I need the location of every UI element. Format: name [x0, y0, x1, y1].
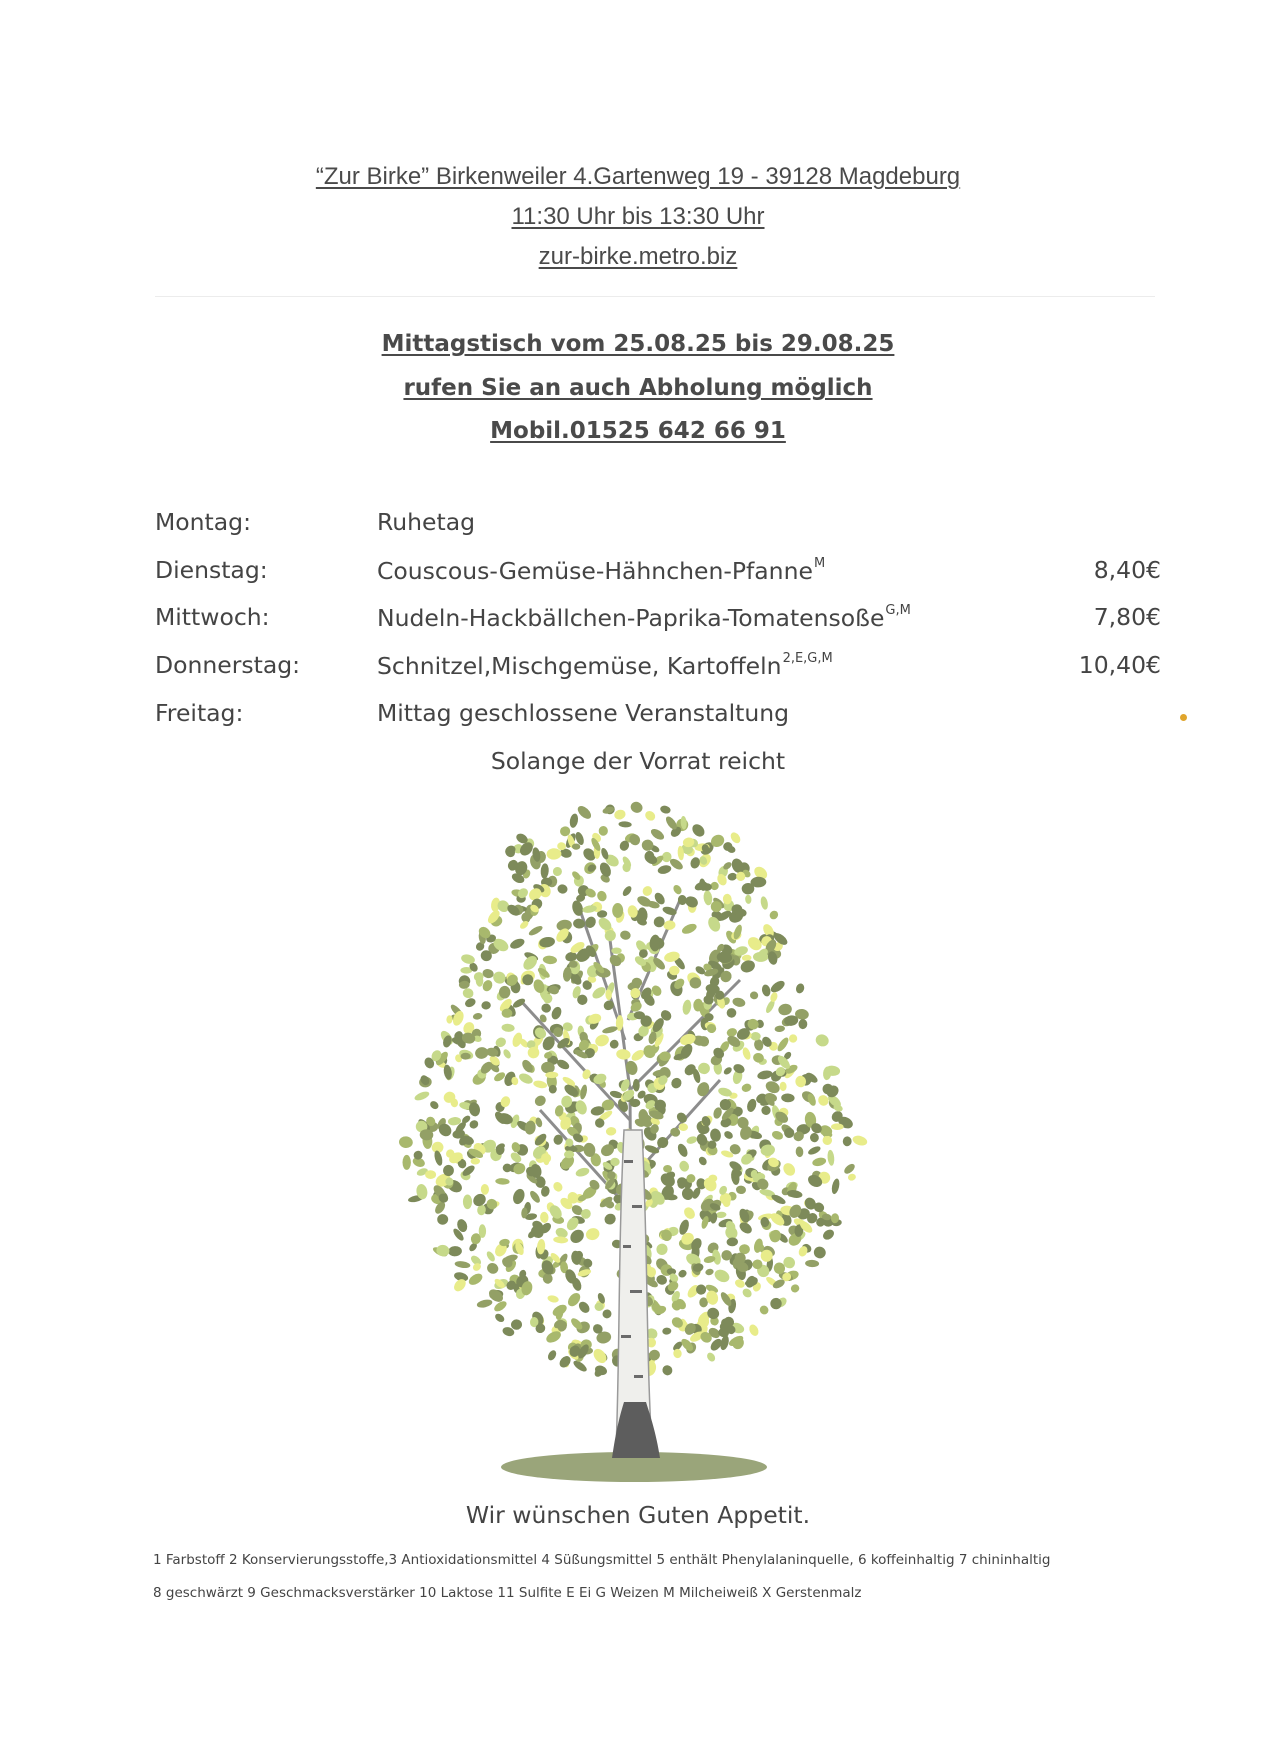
leaf — [795, 1146, 804, 1157]
leaf — [641, 884, 654, 897]
leaf — [618, 821, 631, 828]
leaf — [694, 1282, 708, 1296]
dish-text: Couscous-Gemüse-Hähnchen-Pfanne — [377, 557, 813, 585]
leaf — [511, 1187, 526, 1205]
leaf — [683, 894, 699, 909]
leaf — [756, 1069, 773, 1080]
leaf — [509, 937, 526, 951]
leaf — [468, 1119, 480, 1131]
leaf — [722, 1066, 733, 1076]
leaf — [605, 1126, 616, 1136]
leaf — [678, 1159, 691, 1173]
leaf — [811, 1156, 826, 1167]
leaf — [761, 984, 772, 998]
leaf — [795, 982, 806, 994]
leaf — [771, 1129, 785, 1141]
leaf — [474, 1046, 489, 1059]
leaf — [501, 1023, 515, 1032]
leaf — [680, 922, 698, 936]
leaf — [550, 1005, 563, 1020]
leaf — [689, 856, 701, 870]
leaf — [542, 955, 557, 965]
leaf — [690, 822, 707, 839]
leaf — [723, 1130, 735, 1141]
leaf — [485, 1250, 497, 1263]
dish-text: Nudeln-Hackbällchen-Paprika-Tomatensoße — [377, 604, 885, 632]
leaf — [481, 1001, 491, 1010]
leaf — [613, 808, 627, 821]
leaf — [495, 1178, 510, 1185]
leaf — [695, 1080, 711, 1098]
leaf — [746, 1098, 758, 1113]
leaf — [601, 1308, 613, 1320]
menu-row-wednesday — [0, 603, 1276, 639]
pickup-note: rufen Sie an auch Abholung möglich — [403, 375, 873, 401]
leaf — [809, 1132, 820, 1143]
leaf — [659, 804, 671, 814]
scan-speck — [1180, 714, 1187, 721]
leaf — [745, 894, 752, 904]
divider — [155, 296, 1155, 297]
opening-hours: 11:30 Uhr bis 13:30 Uhr — [511, 203, 765, 230]
leaf — [476, 1298, 493, 1309]
leaf — [798, 1019, 808, 1030]
dish-name: Mittag geschlossene Veranstaltung — [377, 699, 790, 727]
leaf — [831, 1123, 844, 1130]
day-label: Freitag: — [155, 699, 244, 727]
day-label: Montag: — [155, 508, 251, 536]
leaf — [676, 1142, 690, 1158]
leaf — [712, 1267, 731, 1285]
leaf — [619, 930, 631, 941]
leaf — [491, 969, 508, 986]
leaf — [464, 997, 477, 1009]
leaf — [851, 1134, 868, 1147]
leaf — [736, 1185, 747, 1194]
leaf — [787, 1033, 798, 1045]
leaf — [546, 1349, 558, 1362]
leaf — [481, 1184, 490, 1195]
phone-number[interactable]: Mobil.01525 642 66 91 — [490, 418, 786, 444]
leaf — [599, 826, 608, 836]
leaf — [603, 1212, 618, 1227]
leaf — [629, 800, 644, 815]
leaf — [764, 1079, 782, 1096]
menu-title: Mittagstisch vom 25.08.25 bis 29.08.25 — [381, 331, 895, 357]
leaf — [562, 1021, 574, 1032]
leaf — [821, 1227, 836, 1241]
leaf — [547, 1294, 560, 1303]
leaf — [611, 948, 621, 954]
leaf — [577, 1300, 592, 1315]
leaf — [768, 1229, 782, 1244]
leaf — [621, 885, 633, 898]
leaf — [758, 1304, 770, 1316]
leaf — [703, 890, 713, 906]
menu-row-tuesday — [0, 556, 1276, 592]
leaf — [669, 1076, 683, 1090]
leaf — [847, 1173, 857, 1182]
leaf — [698, 1062, 710, 1074]
birch-tree-illustration — [380, 790, 880, 1490]
leaf — [842, 1162, 856, 1176]
leaf — [729, 831, 743, 845]
leaf — [463, 1195, 472, 1210]
allergen-legend-line-1: 1 Farbstoff 2 Konservierungsstoffe,3 Antioxidationsmittel 4 Süßungsmittel 5 enthält Phenylalaninquelle, 6 koffeinhaltig 7 chininhaltig — [153, 1552, 1051, 1568]
leaf — [574, 1099, 589, 1116]
leaf — [831, 1178, 841, 1195]
menu-row-thursday — [0, 651, 1276, 687]
leaf — [761, 1105, 771, 1115]
leaf — [741, 1046, 752, 1060]
day-label: Dienstag: — [155, 556, 268, 584]
dish-price: 7,80€ — [1093, 603, 1161, 631]
closing-greeting: Wir wünschen Guten Appetit. — [465, 1501, 811, 1529]
allergen-codes: G,M — [885, 603, 911, 618]
leaf — [660, 1363, 674, 1377]
leaf — [467, 1271, 485, 1287]
leaf — [662, 1327, 672, 1335]
leaf — [777, 1002, 793, 1016]
leaf — [768, 909, 780, 921]
leaf — [739, 958, 757, 974]
leaf — [533, 1093, 548, 1108]
day-label: Mittwoch: — [155, 603, 270, 631]
leaf — [741, 1287, 754, 1300]
leaf — [556, 883, 568, 895]
leaf — [602, 1025, 619, 1035]
leaf — [769, 979, 787, 995]
leaf — [482, 968, 495, 979]
leaf — [552, 866, 564, 878]
leaf — [494, 1312, 506, 1324]
leaf — [540, 1003, 551, 1014]
leaf — [781, 1093, 795, 1102]
leaf — [705, 1268, 715, 1276]
dish-name: Ruhetag — [377, 508, 476, 536]
dish-name — [377, 651, 833, 680]
leaf — [511, 1319, 523, 1330]
leaf — [413, 1090, 430, 1102]
dish-text: Schnitzel,Mischgemüse, Kartoffeln — [377, 652, 782, 680]
leaf — [732, 1062, 746, 1075]
dish-name — [377, 556, 825, 585]
leaf — [677, 1268, 688, 1278]
leaf — [462, 987, 475, 999]
day-label: Donnerstag: — [155, 651, 301, 679]
leaf — [769, 991, 779, 1003]
leaf — [569, 813, 580, 829]
allergen-codes: 2,E,G,M — [782, 651, 833, 666]
leaf — [528, 1189, 542, 1204]
leaf — [705, 1351, 716, 1363]
leaf — [663, 920, 676, 931]
leaf — [517, 1071, 534, 1085]
leaf — [697, 1155, 708, 1166]
leaf — [551, 1180, 564, 1193]
website-link[interactable]: zur-birke.metro.biz — [538, 243, 738, 270]
leaf — [749, 991, 758, 1000]
leaf — [781, 1161, 798, 1178]
leaf — [740, 1082, 752, 1093]
leaf — [734, 1278, 747, 1290]
leaf — [827, 1149, 835, 1166]
leaf — [454, 1260, 471, 1269]
dish-price: 10,40€ — [1078, 651, 1161, 679]
allergen-codes: M — [813, 556, 826, 571]
leaf — [649, 827, 666, 842]
leaf — [790, 1283, 801, 1294]
leaf — [709, 1128, 722, 1143]
leaf — [748, 1323, 761, 1337]
leaf — [584, 1226, 601, 1241]
leaf — [608, 1038, 620, 1050]
leaf — [812, 1244, 828, 1260]
leaf — [742, 955, 752, 962]
leaf — [643, 809, 657, 823]
leaf — [774, 1025, 785, 1032]
leaf — [726, 1008, 737, 1019]
leaf — [429, 1099, 441, 1110]
leaf — [575, 804, 593, 822]
leaf — [403, 1155, 411, 1170]
leaf — [575, 1166, 591, 1178]
leaf — [590, 985, 607, 1001]
leaf — [727, 872, 738, 881]
leaf — [612, 903, 623, 918]
menu-row-monday — [0, 508, 1276, 544]
leaf — [546, 848, 561, 860]
leaf — [436, 1244, 451, 1257]
leaf — [657, 864, 672, 875]
leaf — [616, 1048, 632, 1060]
leaf — [540, 863, 549, 879]
leaf — [502, 1048, 512, 1060]
leaf — [807, 1145, 822, 1157]
leaf — [662, 905, 678, 917]
leaf — [732, 996, 747, 1008]
leaf — [682, 999, 693, 1015]
leaf — [595, 889, 608, 903]
leaf — [540, 1212, 549, 1224]
leaf — [843, 1136, 852, 1146]
leaf — [672, 883, 683, 895]
leaf — [533, 1079, 548, 1089]
leaf — [686, 1135, 699, 1145]
dish-price: 8,40€ — [1093, 556, 1161, 584]
leaf — [436, 1213, 449, 1225]
leaf — [805, 1260, 819, 1268]
leaf — [682, 1205, 697, 1221]
leaf — [726, 1237, 738, 1247]
leaf — [553, 1236, 568, 1244]
leaf — [448, 1246, 462, 1257]
dish-name — [377, 603, 911, 632]
leaf — [655, 1242, 670, 1257]
leaf — [776, 1036, 791, 1053]
leaf — [779, 1082, 786, 1092]
leaf — [814, 1032, 831, 1048]
leaf — [472, 1012, 482, 1020]
address-line: “Zur Birke” Birkenweiler 4.Gartenweg 19 - 39128 Magdeburg — [315, 163, 961, 190]
menu-row-friday — [0, 699, 1276, 735]
leaf — [502, 1009, 513, 1018]
leaf — [760, 896, 769, 910]
leaf — [485, 1261, 500, 1276]
supply-note: Solange der Vorrat reicht — [490, 747, 786, 775]
leaf — [527, 924, 543, 937]
allergen-legend-line-2: 8 geschwärzt 9 Geschmacksverstärker 10 Laktose 11 Sulfite E Ei G Weizen M Milcheiweiß X Gerstenmalz — [153, 1585, 862, 1601]
leaf — [527, 1046, 541, 1060]
leaf — [398, 1136, 413, 1149]
